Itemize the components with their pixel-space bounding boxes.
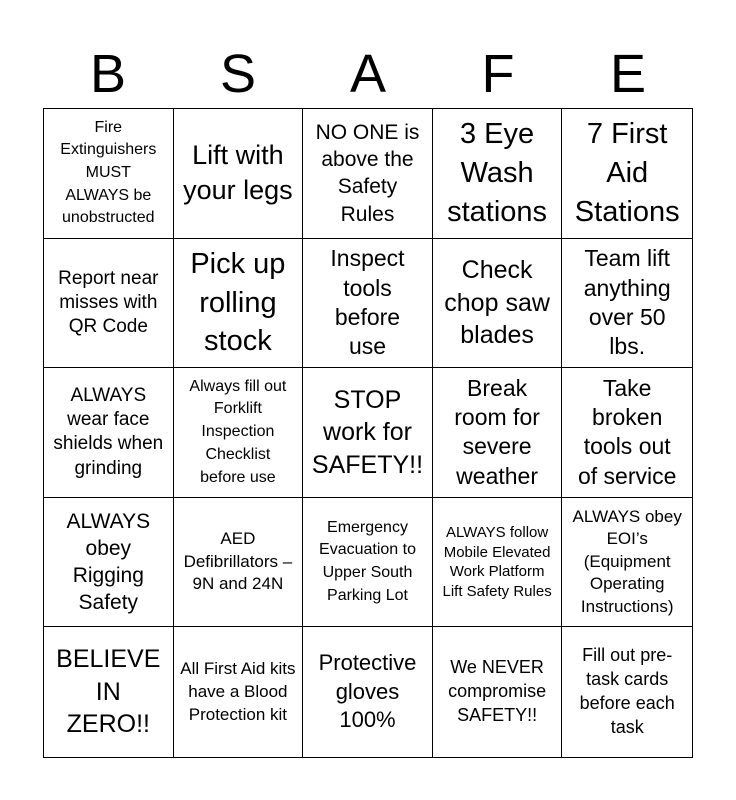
cell-text: ALWAYS obey EOI’s (Equipment Operating Instructions)	[572, 506, 682, 616]
bingo-cell[interactable]	[562, 627, 692, 757]
cell-text: Check chop saw blades	[444, 256, 550, 350]
cell-text: Emergency Evacuation to Upper South Parking Lot	[319, 518, 416, 604]
bingo-cell[interactable]	[303, 239, 433, 369]
cell-text: NO ONE is above the Safety Rules	[315, 120, 420, 226]
bingo-cell[interactable]	[433, 627, 563, 757]
bingo-header	[43, 40, 693, 108]
cell-text: Pick up rolling stock	[190, 248, 286, 358]
bingo-cell[interactable]	[174, 109, 304, 239]
cell-text: Report near misses with QR Code	[58, 267, 159, 337]
bingo-cell[interactable]	[303, 627, 433, 757]
cell-text: Lift with your legs	[183, 140, 293, 206]
bingo-cell[interactable]	[562, 239, 692, 369]
bingo-cell[interactable]	[174, 239, 304, 369]
bingo-cell[interactable]	[303, 368, 433, 498]
bingo-cell[interactable]	[44, 498, 174, 628]
cell-text: Take broken tools out of service	[577, 375, 677, 489]
bingo-cell[interactable]	[433, 498, 563, 628]
cell-text: ALWAYS wear face shields when grinding	[53, 385, 164, 479]
header-letter-b: B	[89, 44, 127, 104]
cell-text: 3 Eye Wash stations	[447, 118, 548, 228]
cell-text: ALWAYS obey Rigging Safety	[66, 509, 151, 615]
bingo-cell[interactable]	[174, 627, 304, 757]
cell-text: Fill out pre-task cards before each task	[579, 645, 675, 738]
cell-text: 7 First Aid Stations	[574, 118, 680, 228]
bingo-cell[interactable]	[562, 109, 692, 239]
bingo-cell[interactable]	[562, 498, 692, 628]
bingo-board	[43, 108, 693, 758]
cell-text: ALWAYS follow Mobile Elevated Work Platform Lift Safety Rules	[442, 524, 552, 600]
bingo-cell[interactable]	[303, 498, 433, 628]
header-letter-s: S	[219, 44, 257, 104]
bingo-cell[interactable]	[303, 109, 433, 239]
header-letter-a: A	[349, 44, 387, 104]
bingo-cell[interactable]	[174, 368, 304, 498]
bingo-cell[interactable]	[44, 368, 174, 498]
cell-text: We NEVER compromise SAFETY!!	[448, 657, 547, 726]
cell-text: BELIEVE IN ZERO!!	[56, 645, 161, 739]
bingo-cell[interactable]	[433, 109, 563, 239]
cell-text: Protective gloves 100%	[318, 650, 417, 733]
cell-text: Fire Extinguishers MUST ALWAYS be unobstructed	[60, 118, 157, 227]
header-letter-e: E	[609, 44, 647, 104]
bingo-cell[interactable]	[562, 368, 692, 498]
cell-text: Break room for severe weather	[454, 375, 540, 489]
cell-text: Team lift anything over 50 lbs.	[583, 245, 671, 360]
bingo-cell[interactable]	[433, 368, 563, 498]
bingo-cell[interactable]	[44, 239, 174, 369]
cell-text: STOP work for SAFETY!!	[311, 385, 424, 479]
bingo-cell[interactable]	[44, 627, 174, 757]
cell-text: Inspect tools before use	[330, 245, 405, 360]
cell-text: AED Defibrillators – 9N and 24N	[183, 529, 293, 594]
bingo-cell[interactable]	[44, 109, 174, 239]
cell-text: Always fill out Forklift Inspection Checklist before use	[189, 377, 287, 486]
cell-text: All First Aid kits have a Blood Protection kit	[180, 659, 296, 724]
bingo-cell[interactable]	[174, 498, 304, 628]
bingo-cell[interactable]	[433, 239, 563, 369]
header-letter-f: F	[481, 44, 515, 104]
